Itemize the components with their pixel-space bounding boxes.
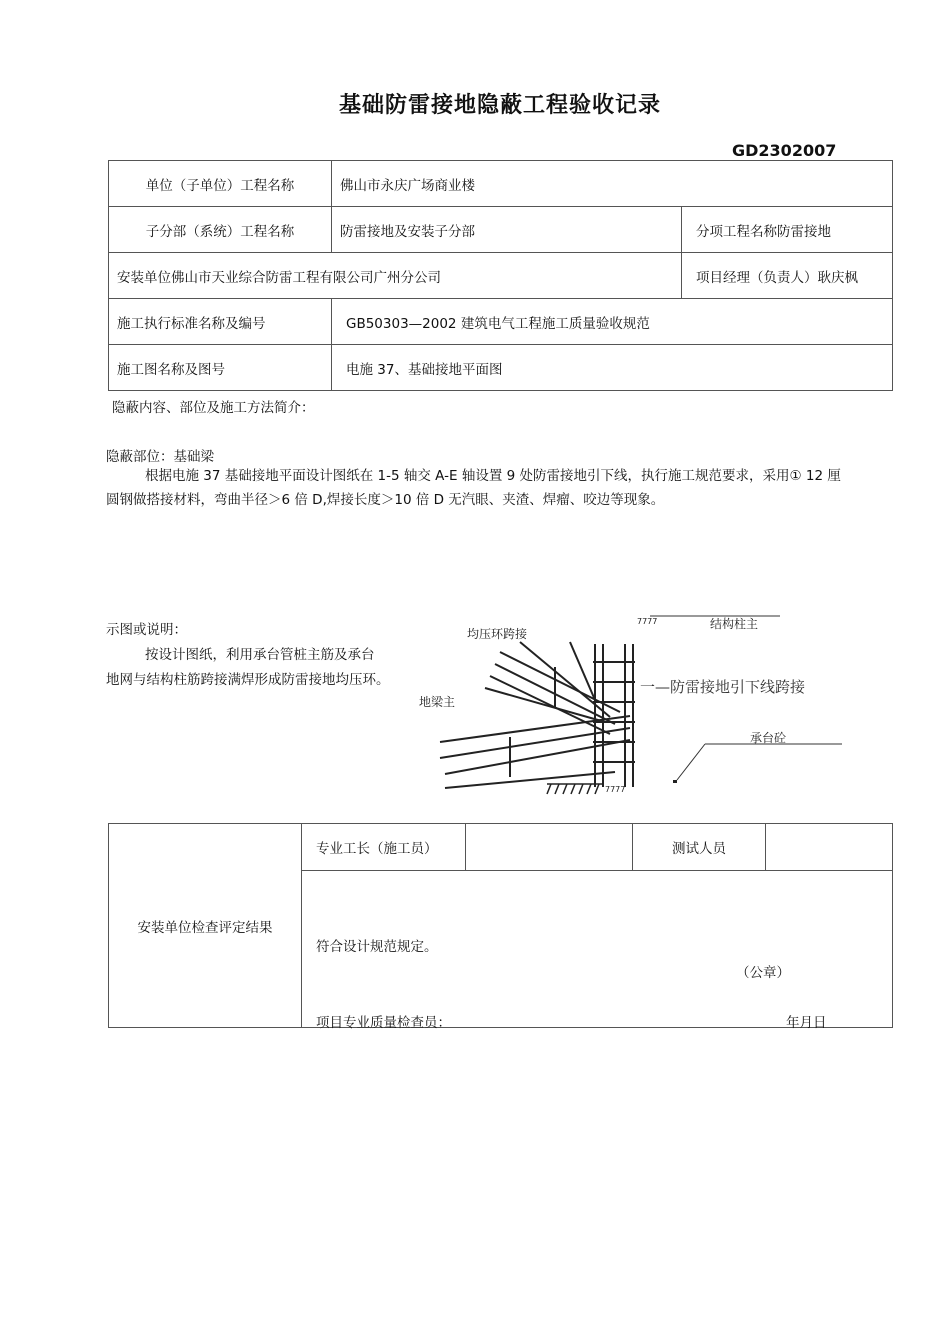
leader-lines xyxy=(650,616,842,780)
foreman-value xyxy=(466,824,633,871)
label-beam: 地梁主 xyxy=(419,695,456,709)
standard-value: GB50303—2002 建筑电气工程施工质量验收规范 xyxy=(332,299,893,345)
result-inspector: 项目专业质量检查员： xyxy=(316,1015,451,1031)
result-table xyxy=(108,823,893,1031)
rebar-diagram xyxy=(415,612,855,802)
document-title: 基础防雷接地隐蔽工程验收记录 xyxy=(338,93,661,118)
result-seal: （公章） xyxy=(736,965,790,981)
drawing-value: 电施 37、基础接地平面图 xyxy=(332,345,893,391)
diagram-note-label: 示图或说明： xyxy=(106,622,187,638)
diagram-note-line2: 地网与结构柱筋跨接满焊形成防雷接地均压环。 xyxy=(106,672,390,688)
label-column: 结构柱主 xyxy=(710,617,759,631)
document-code: GD2302007 xyxy=(732,141,837,160)
diagram-note-line1: 按设计图纸，利用承台管桩主筋及承台 xyxy=(145,647,375,663)
tester-label: 测试人员 xyxy=(633,824,766,871)
drawing-label: 施工图名称及图号 xyxy=(109,345,332,391)
result-body xyxy=(302,871,893,1031)
manager: 项目经理（负责人）耿庆枫 xyxy=(682,253,893,299)
tester-value xyxy=(766,824,893,871)
project-name-value: 佛山市永庆广场商业楼 xyxy=(332,161,893,207)
result-conclusion: 符合设计规范规定。 xyxy=(316,939,438,955)
installer: 安装单位佛山市天业综合防雷工程有限公司广州分公司 xyxy=(109,253,682,299)
label-mark-bottom: 7777 xyxy=(605,785,626,794)
label-downlead: 一—防雷接地引下线跨接 xyxy=(640,678,806,696)
subsection-value: 防雷接地及安装子分部 xyxy=(332,207,682,253)
hidden-intro-label: 隐蔽内容、部位及施工方法简介： xyxy=(112,400,315,416)
hidden-desc-line1: 根据电施 37 基础接地平面设计图纸在 1-5 轴交 A-E 轴设置 9 处防雷接地引下线，执行施工规范要求，采用① 12 厘 xyxy=(145,468,841,484)
hidden-location: 隐蔽部位：基础梁 xyxy=(106,449,214,465)
project-name-label: 单位（子单位）工程名称 xyxy=(109,161,332,207)
header-table xyxy=(108,160,893,391)
subsection-label: 子分部（系统）工程名称 xyxy=(109,207,332,253)
hidden-desc-line2: 圆钢做搭接材料，弯曲半径＞6 倍 D,焊接长度＞10 倍 D 无汽眼、夹渣、焊瘤、咬边等现象。 xyxy=(106,492,665,508)
label-cap: 承台砼 xyxy=(750,731,787,745)
item-name: 分项工程名称防雷接地 xyxy=(682,207,893,253)
foreman-label: 专业工长（施工员） xyxy=(302,824,466,871)
result-date: 年月日 xyxy=(786,1015,827,1031)
beam-bars xyxy=(440,642,630,788)
standard-label: 施工执行标准名称及编号 xyxy=(109,299,332,345)
label-mark-top: 7777 xyxy=(637,617,658,626)
result-label: 安装单位检查评定结果 xyxy=(109,824,302,1028)
label-equalizer: 均压环跨接 xyxy=(467,627,528,641)
